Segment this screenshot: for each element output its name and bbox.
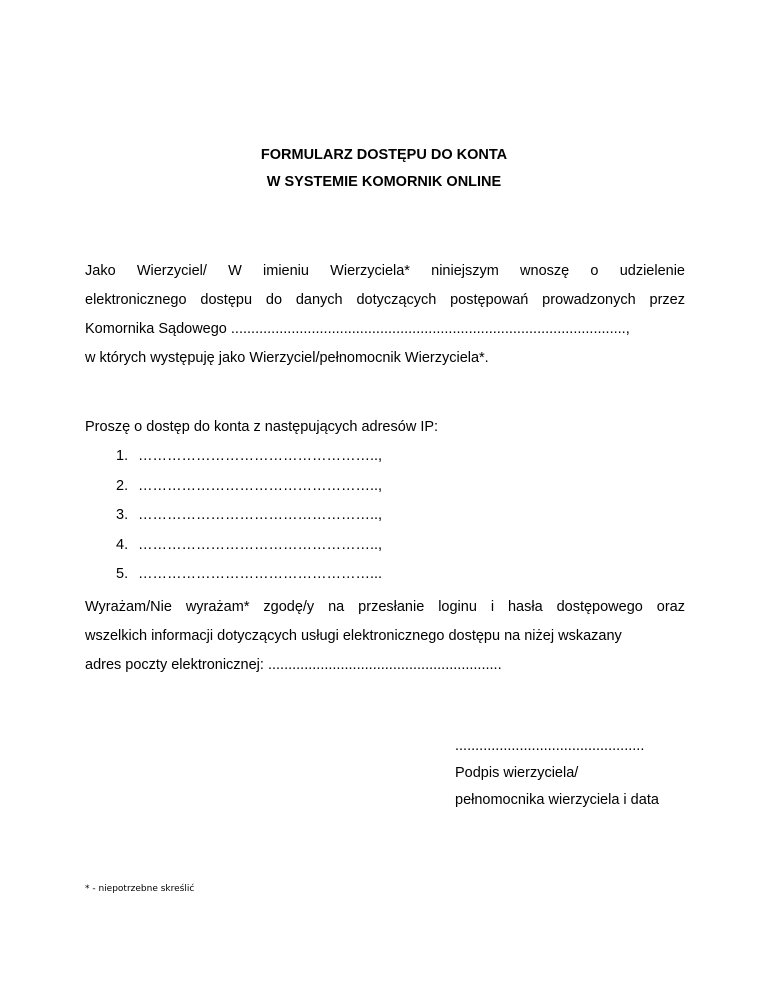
form-title-line-1: FORMULARZ DOSTĘPU DO KONTA: [260, 147, 508, 163]
ip-item-number: 3.: [116, 507, 129, 523]
consent-line-1: Wyrażam/Nie wyrażam* zgodę/y na przesłanie loginu i hasła dostępowego oraz: [85, 599, 685, 615]
consent-line-3: adres poczty elektronicznej: ..........................................................: [85, 657, 502, 673]
ip-list-item: [116, 531, 382, 561]
ip-item-blank: …………………………………………..,: [138, 536, 383, 553]
request-line-2: elektronicznego dostępu do danych dotyczących postępowań prowadzonych przez: [85, 292, 685, 308]
ip-intro: Proszę o dostęp do konta z następujących adresów IP:: [85, 419, 439, 435]
signature-label-2: pełnomocnika wierzyciela i data: [455, 792, 659, 808]
ip-list-item: [116, 501, 382, 531]
ip-item-number: 4.: [116, 536, 129, 553]
ip-intro-paragraph: [85, 413, 685, 442]
request-line-1: Jako Wierzyciel/ W imieniu Wierzyciela* niniejszym wnoszę o udzielenie: [85, 263, 685, 279]
footnote: * - niepotrzebne skreślić: [85, 884, 195, 894]
form-title-line-2: W SYSTEMIE KOMORNIK ONLINE: [266, 174, 502, 190]
consent-line-2: wszelkich informacji dotyczących usługi elektronicznego dostępu na niżej wskazany: [85, 628, 622, 644]
signature-label-1: Podpis wierzyciela/: [455, 765, 579, 781]
ip-list-item: [116, 560, 382, 590]
ip-item-number: 1.: [116, 448, 129, 464]
ip-list-item: [116, 442, 382, 472]
request-paragraph: [85, 257, 685, 373]
ip-address-list: [116, 442, 382, 590]
request-line-4: w których występuję jako Wierzyciel/pełnomocnik Wierzyciela*.: [85, 350, 489, 366]
ip-item-blank: …………………………………………...: [138, 566, 383, 582]
ip-item-blank: …………………………………………..,: [138, 477, 383, 494]
ip-item-blank: …………………………………………..,: [138, 507, 383, 523]
ip-item-blank: …………………………………………..,: [138, 448, 383, 464]
ip-item-number: 5.: [116, 566, 129, 582]
signature-block: [455, 733, 659, 814]
ip-item-number: 2.: [116, 477, 129, 494]
request-line-3: Komornika Sądowego ..................................................................................................,: [85, 321, 630, 337]
ip-list-item: [116, 472, 382, 502]
signature-line: ...............................................: [455, 738, 645, 754]
consent-paragraph: [85, 593, 685, 680]
